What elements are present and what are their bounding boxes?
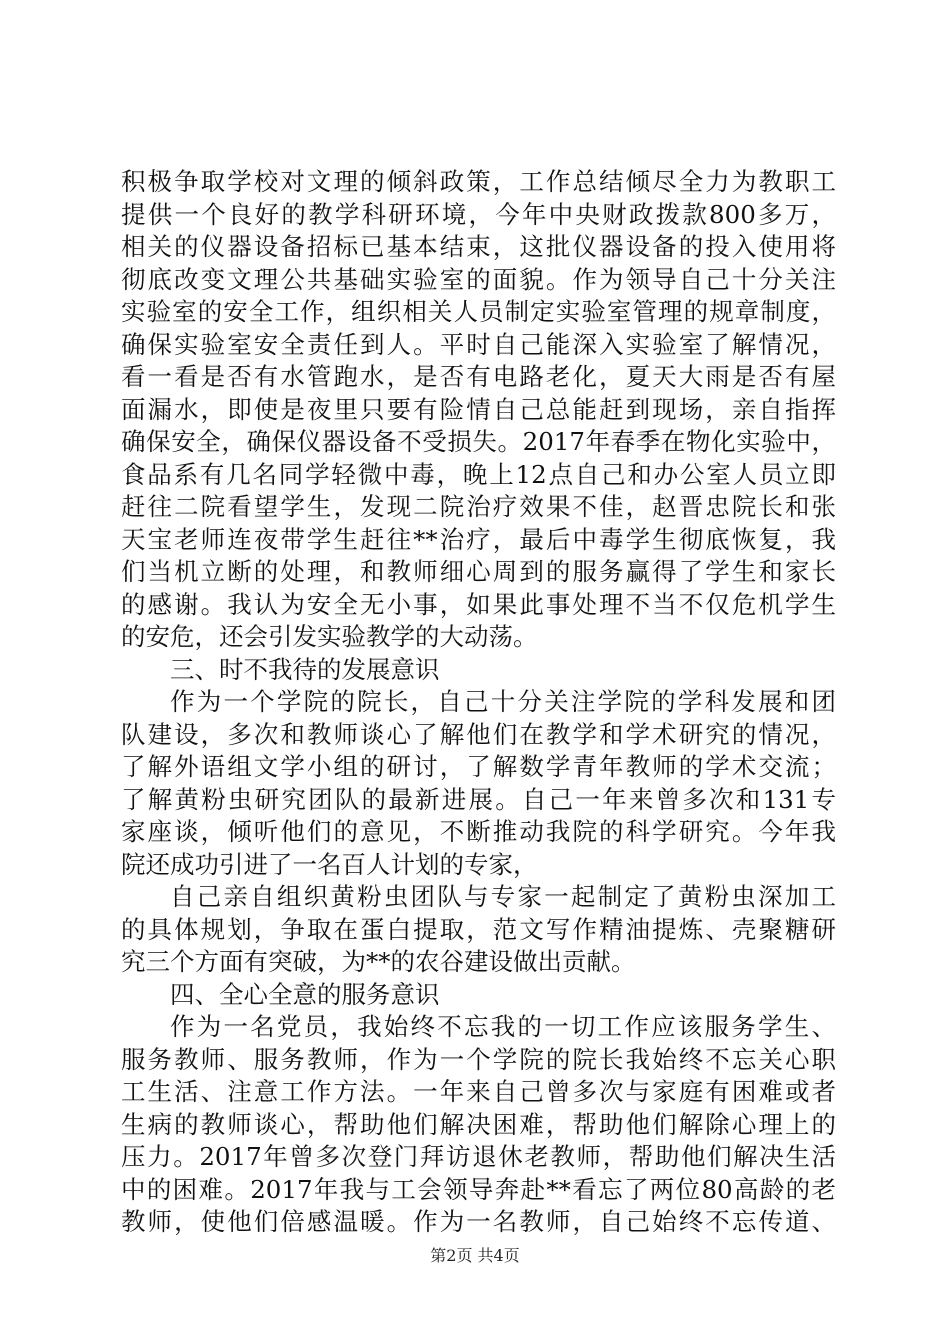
text-line: 面漏水，即使是夜里只要有险情自己总能赶到现场，亲自指挥: [121, 394, 836, 424]
text-line: 的感谢。我认为安全无小事，如果此事处理不当不仅危机学生: [121, 589, 836, 619]
text-line: 积极争取学校对文理的倾斜政策，工作总结倾尽全力为教职工: [121, 167, 836, 196]
text-line: 服务教师、服务教师，作为一个学院的院长我始终不忘关心职: [121, 1044, 836, 1074]
text-line: 作为一名党员，我始终不忘我的一切工作应该服务学生、: [170, 1012, 836, 1041]
text-line: 确保实验室安全责任到人。平时自己能深入实验室了解情况，: [121, 329, 836, 359]
text-line: 赶往二院看望学生，发现二院治疗效果不佳，赵晋忠院长和张: [121, 492, 836, 521]
document-body: [121, 166, 836, 1239]
text-line: 究三个方面有突破，为**的农谷建设做出贡献。: [121, 947, 636, 976]
text-line: 了解黄粉虫研究团队的最新进展。自己一年来曾多次和131专: [121, 784, 836, 814]
text-line: 天宝老师连夜带学生赶往**治疗，最后中毒学生彻底恢复，我: [121, 524, 836, 554]
text-line: 的具体规划，争取在蛋白提取，范文写作精油提炼、壳聚糖研: [121, 914, 836, 944]
text-line: 提供一个良好的教学科研环境，今年中央财政拨款800多万，: [121, 199, 836, 229]
text-line: 自己亲自组织黄粉虫团队与专家一起制定了黄粉虫深加工: [170, 882, 836, 911]
text-line: 确保安全，确保仪器设备不受损失。2017年春季在物化实验中，: [121, 427, 836, 456]
text-line: 实验室的安全工作，组织相关人员制定实验室管理的规章制度，: [121, 297, 836, 326]
text-line: 压力。2017年曾多次登门拜访退休老教师，帮助他们解决生活: [121, 1142, 836, 1171]
text-line: 食品系有几名同学轻微中毒，晚上12点自己和办公室人员立即: [121, 459, 836, 489]
text-line: 看一看是否有水管跑水，是否有电路老化，夏天大雨是否有屋: [121, 362, 836, 391]
section-heading: 三、时不我待的发展意识: [170, 654, 440, 684]
text-line: 相关的仪器设备招标已基本结束，这批仪器设备的投入使用将: [121, 232, 836, 261]
text-line: 工生活、注意工作方法。一年来自己曾多次与家庭有困难或者: [121, 1077, 836, 1106]
text-line: 教师，使他们倍感温暖。作为一名教师，自己始终不忘传道、: [121, 1207, 836, 1236]
text-line: 的安危，还会引发实验教学的大动荡。: [121, 622, 538, 651]
text-line: 队建设，多次和教师谈心了解他们在教学和学术研究的情况，: [121, 719, 836, 749]
text-line: 了解外语组文学小组的研讨，了解数学青年教师的学术交流；: [121, 752, 836, 781]
page-footer: 第2页 共4页: [430, 1246, 520, 1265]
text-line: 们当机立断的处理，和教师细心周到的服务赢得了学生和家长: [121, 557, 836, 586]
text-line: 中的困难。2017年我与工会领导奔赴**看忘了两位80高龄的老: [121, 1174, 836, 1204]
text-line: 院还成功引进了一名百人计划的专家，: [121, 849, 538, 879]
text-line: 家座谈，倾听他们的意见，不断推动我院的科学研究。今年我: [121, 817, 836, 846]
text-line: 彻底改变文理公共基础实验室的面貌。作为领导自己十分关注: [121, 264, 836, 294]
section-heading: 四、全心全意的服务意识: [170, 979, 440, 1009]
text-line: 生病的教师谈心，帮助他们解决困难，帮助他们解除心理上的: [121, 1109, 836, 1139]
text-line: 作为一个学院的院长，自己十分关注学院的学科发展和团: [170, 687, 836, 716]
